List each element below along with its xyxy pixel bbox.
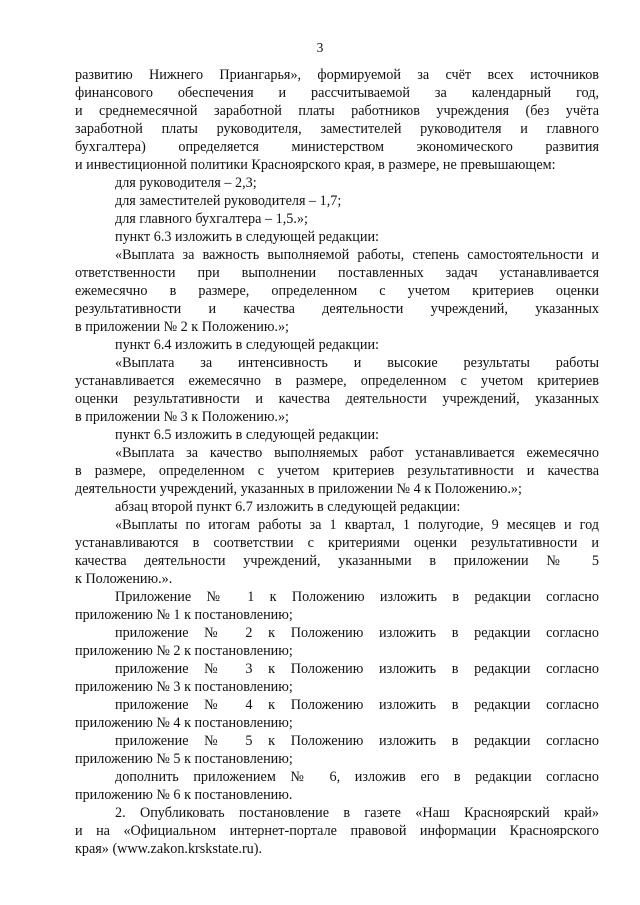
- text-line: дополнить приложением № 6, изложив его в редакции согласно: [115, 769, 599, 785]
- text-line: приложению № 1 к постановлению;: [75, 607, 293, 623]
- text-line: и на «Официальном интернет-портале правовой информации Красноярского: [75, 823, 599, 839]
- page-number: 3: [316, 40, 324, 55]
- text-line: качества деятельности учреждений, указанными в приложении № 5: [75, 553, 599, 569]
- text-line: приложение № 4 к Положению изложить в редакции согласно: [115, 697, 599, 713]
- text-line: заработной платы руководителя, заместителей руководителя и главного: [75, 121, 599, 137]
- text-line: края» (www.zakon.krskstate.ru).: [75, 841, 263, 857]
- text-line: для руководителя – 2,3;: [115, 175, 257, 191]
- text-line: Приложение № 1 к Положению изложить в редакции согласно: [115, 589, 599, 605]
- text-line: в приложении № 3 к Положению.»;: [75, 409, 289, 425]
- text-line: ежемесячно в размере, определенном с учетом критериев оценки: [75, 283, 599, 299]
- text-line: развитию Нижнего Приангарья», формируемой за счёт всех источников: [75, 67, 599, 83]
- text-line: для главного бухгалтера – 1,5.»;: [115, 211, 308, 227]
- text-line: ответственности при выполнении поставленных задач устанавливается: [75, 265, 599, 281]
- text-line: деятельности учреждений, указанных в приложении № 4 к Положению.»;: [75, 481, 522, 497]
- text-line: приложению № 3 к постановлению;: [75, 679, 293, 695]
- text-line: приложение № 5 к Положению изложить в редакции согласно: [115, 733, 599, 749]
- text-line: абзац второй пункт 6.7 изложить в следующей редакции:: [115, 499, 461, 515]
- text-line: финансового обеспечения и рассчитываемой за календарный год,: [75, 85, 599, 101]
- text-line: «Выплата за интенсивность и высокие результаты работы: [115, 355, 599, 371]
- text-line: «Выплаты по итогам работы за 1 квартал, 1 полугодие, 9 месяцев и год: [115, 517, 599, 533]
- text-line: приложению № 5 к постановлению;: [75, 751, 293, 767]
- text-line: 2. Опубликовать постановление в газете «Наш Красноярский край»: [115, 805, 599, 821]
- text-line: устанавливаются в соответствии с критериями оценки результативности и: [75, 535, 599, 551]
- text-line: в приложении № 2 к Положению.»;: [75, 319, 289, 335]
- text-line: пункт 6.3 изложить в следующей редакции:: [115, 229, 379, 245]
- text-line: и среднемесячной заработной платы работников учреждения (без учёта: [75, 103, 599, 119]
- text-line: приложению № 4 к постановлению;: [75, 715, 293, 731]
- text-line: приложению № 2 к постановлению;: [75, 643, 293, 659]
- text-line: приложению № 6 к постановлению.: [75, 787, 293, 803]
- text-line: для заместителей руководителя – 1,7;: [115, 193, 342, 209]
- text-line: устанавливается ежемесячно в размере, определенном с учетом критериев: [75, 373, 599, 389]
- text-line: «Выплата за качество выполняемых работ устанавливается ежемесячно: [115, 445, 599, 461]
- text-line: «Выплата за важность выполняемой работы, степень самостоятельности и: [115, 247, 599, 263]
- text-line: к Положению.».: [75, 571, 173, 587]
- text-line: бухгалтера) определяется министерством экономического развития: [75, 139, 599, 155]
- text-line: и инвестиционной политики Красноярского края, в размере, не превышающем:: [75, 157, 556, 173]
- text-line: приложение № 3 к Положению изложить в редакции согласно: [115, 661, 599, 677]
- text-line: приложение № 2 к Положению изложить в редакции согласно: [115, 625, 599, 641]
- text-line: в размере, определенном с учетом критериев результативности и качества: [75, 463, 599, 479]
- text-line: результативности и качества деятельности учреждений, указанных: [75, 301, 599, 317]
- text-line: пункт 6.4 изложить в следующей редакции:: [115, 337, 379, 353]
- text-line: пункт 6.5 изложить в следующей редакции:: [115, 427, 379, 443]
- text-line: оценки результативности и качества деятельности учреждений, указанных: [75, 391, 599, 407]
